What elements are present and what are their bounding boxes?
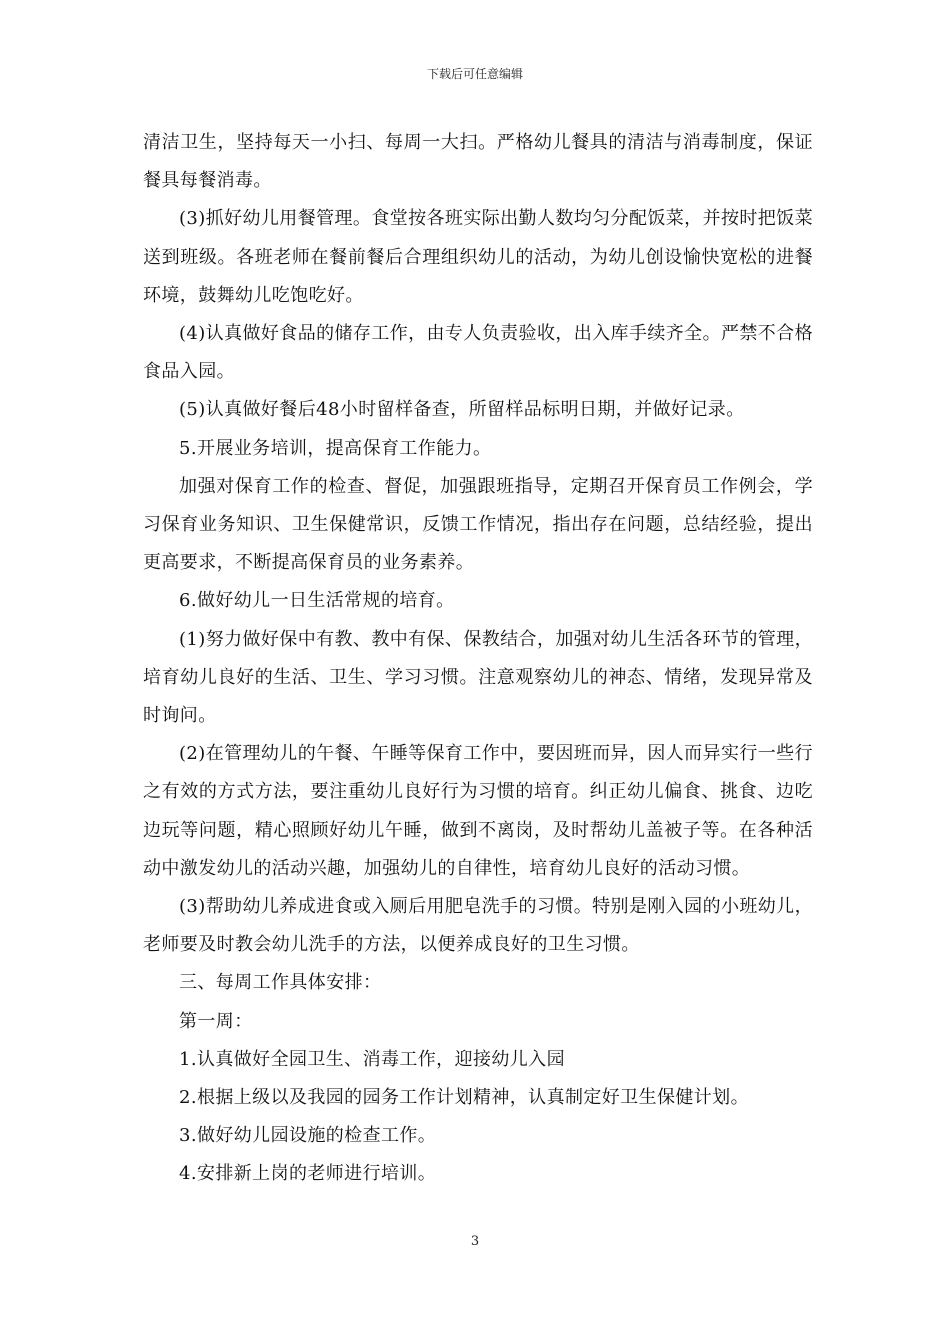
paragraph-item-3-handwashing: (3)帮助幼儿养成进食或入厕后用肥皂洗手的习惯。特别是刚入园的小班幼儿，老师要及时教会幼儿洗手的方法，以便养成良好的卫生习惯。: [143, 896, 813, 956]
paragraph-training-details: 加强对保育工作的检查、督促，加强跟班指导，定期召开保育员工作例会，学习保育业务知识、卫生保健常识，反馈工作情况，指出存在问题，总结经验，提出更高要求，不断提高保育员的业务素养。: [143, 475, 813, 574]
page-number: 3: [470, 1234, 480, 1249]
section-heading-weekly-plan: 三、每周工作具体安排：: [179, 972, 382, 994]
list-item: 4.安排新上岗的老师进行培训。: [179, 1163, 437, 1185]
list-item: 1.认真做好全园卫生、消毒工作，迎接幼儿入园: [179, 1048, 565, 1070]
list-item: 3.做好幼儿园设施的检查工作。: [179, 1125, 437, 1147]
paragraph-item-3-meal-management: (3)抓好幼儿用餐管理。食堂按各班实际出勤人数均匀分配饭菜，并按时把饭菜送到班级。各班老师在餐前餐后合理组织幼儿的活动，为幼儿创设愉快宽松的进餐环境，鼓舞幼儿吃饱吃好。: [143, 208, 813, 306]
week-one-heading: 第一周：: [179, 1010, 253, 1032]
page-header: 下载后可任意编辑: [426, 67, 523, 81]
section-heading-6-daily-routine: 6.做好幼儿一日生活常规的培育。: [179, 590, 455, 612]
paragraph-item-4-food-storage: (4)认真做好食品的储存工作，由专人负责验收，出入库手续齐全。严禁不合格食品入园。: [143, 323, 813, 383]
paragraph-continuation: 清洁卫生，坚持每天一小扫、每周一大扫。严格幼儿餐具的清洁与消毒制度，保证餐具每餐消毒。: [143, 132, 813, 192]
paragraph-item-5-sample-retention: (5)认真做好餐后48小时留样备查，所留样品标明日期，并做好记录。: [179, 399, 745, 421]
list-item: 2.根据上级以及我园的园务工作计划精神，认真制定好卫生保健计划。: [179, 1087, 749, 1109]
paragraph-item-1-care-education: (1)努力做好保中有教、教中有保、保教结合，加强对幼儿生活各环节的管理，培育幼儿良好的生活、卫生、学习习惯。注意观察幼儿的神态、情绪，发现异常及时询问。: [143, 628, 813, 727]
document-body: [143, 124, 813, 1194]
paragraph-item-2-lunch-nap: (2)在管理幼儿的午餐、午睡等保育工作中，要因班而异，因人而异实行一些行之有效的方式方法，要注重幼儿良好行为习惯的培育。纠正幼儿偏食、挑食、边吃边玩等问题，精心照顾好幼儿午睡，做到不离岗，及时帮幼儿盖被子等。在各种活动中激发幼儿的活动兴趣，加强幼儿的自律性，培育幼儿良好的活动习惯。: [143, 743, 813, 879]
section-heading-5-training: 5.开展业务培训，提高保育工作能力。: [179, 437, 492, 459]
